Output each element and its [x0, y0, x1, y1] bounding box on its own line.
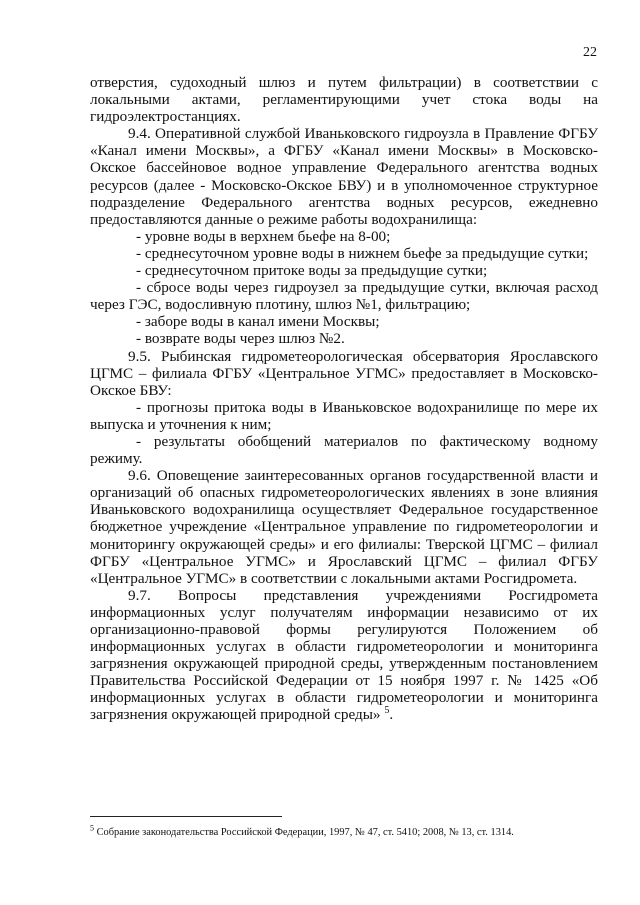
list-item: - уровне воды в верхнем бьефе на 8-00;: [136, 227, 391, 245]
paragraph-9-7: [90, 587, 598, 724]
footnote-separator: [90, 816, 282, 817]
footnote: [90, 823, 610, 839]
list-item: - заборе воды в канал имени Москвы;: [136, 313, 380, 331]
paragraph-9-4: 9.4. Оперативной службой Иваньковского гидроузла в Правление ФГБУ «Канал имени Москвы», а ФГБУ «Канал имени Москвы» в Московско-Окское бассейновое водное управление Федерального агентства водных ресурсов (далее - Московско-Окское БВУ) и в уполномоченное структурное подразделение Федерального агентства водных ресурсов, ежедневно предоставляются данные о режиме работы водохранилища:: [90, 125, 598, 228]
paragraph-9-6: 9.6. Оповещение заинтересованных органов государственной власти и организаций об опасных гидрометеорологических явлениях в зоне влияния Иваньковского водохранилища осуществляет Федеральное государственное бюджетное учреждение «Центральное управление по гидрометеорологии и мониторингу окружающей среды» и его филиалы: Тверской ЦГМС – филиал ФГБУ «Центральное УГМС» и Ярославский ЦГМС – филиал ФГБУ «Центральное УГМС» в соответствии с локальными актами Росгидромета.: [90, 467, 598, 587]
list-item: - среднесуточном притоке воды за предыдущие сутки;: [136, 262, 488, 280]
body-text: [90, 74, 598, 724]
paragraph-9-5: 9.5. Рыбинская гидрометеорологическая обсерватория Ярославского ЦГМС – филиала ФГБУ «Центральное УГМС» предоставляет в Московско-Окское БВУ:: [90, 347, 598, 399]
list-item: - среднесуточном уровне воды в нижнем бьефе за предыдущие сутки;: [136, 244, 589, 262]
footnote-reference[interactable]: 5: [384, 705, 390, 717]
list-item: - возврате воды через шлюз №2.: [136, 330, 345, 348]
paragraph: отверстия, судоходный шлюз и путем фильтрации) в соответствии с локальными актами, регламентирующими учет стока воды на гидроэлектростанциях.: [90, 74, 598, 126]
footnote-mark: 5: [90, 823, 94, 833]
list-item: - результаты обобщений материалов по фактическому водному режиму.: [90, 432, 598, 468]
paragraph-9-7-tail: .: [389, 706, 394, 724]
footnote-text: Собрание законодательства Российской Федерации, 1997, № 47, ст. 5410; 2008, № 13, ст. 1314.: [96, 827, 514, 838]
list-item: - прогнозы притока воды в Иваньковское водохранилище по мере их выпуска и уточнения к ним;: [90, 398, 598, 433]
page-number: 22: [583, 45, 597, 60]
list-item: - сбросе воды через гидроузел за предыдущие сутки, включая расход через ГЭС, водосливную плотину, шлюз №1, фильтрацию;: [90, 279, 598, 314]
paragraph-9-7-text: 9.7. Вопросы представления учреждениями Росгидромета информационных услуг получателям информации независимо от их организационно-правовой формы регулируются Положением об информационных услугах в области гидрометеорологии и мониторинга загрязнения окружающей природной среды, утвержденным постановлением Правительства Российской Федерации от 15 ноября 1997 г. № 1425 «Об информационных услугах в области гидрометеорологии и мониторинга загрязнения окружающей природной среды»: [90, 586, 598, 724]
